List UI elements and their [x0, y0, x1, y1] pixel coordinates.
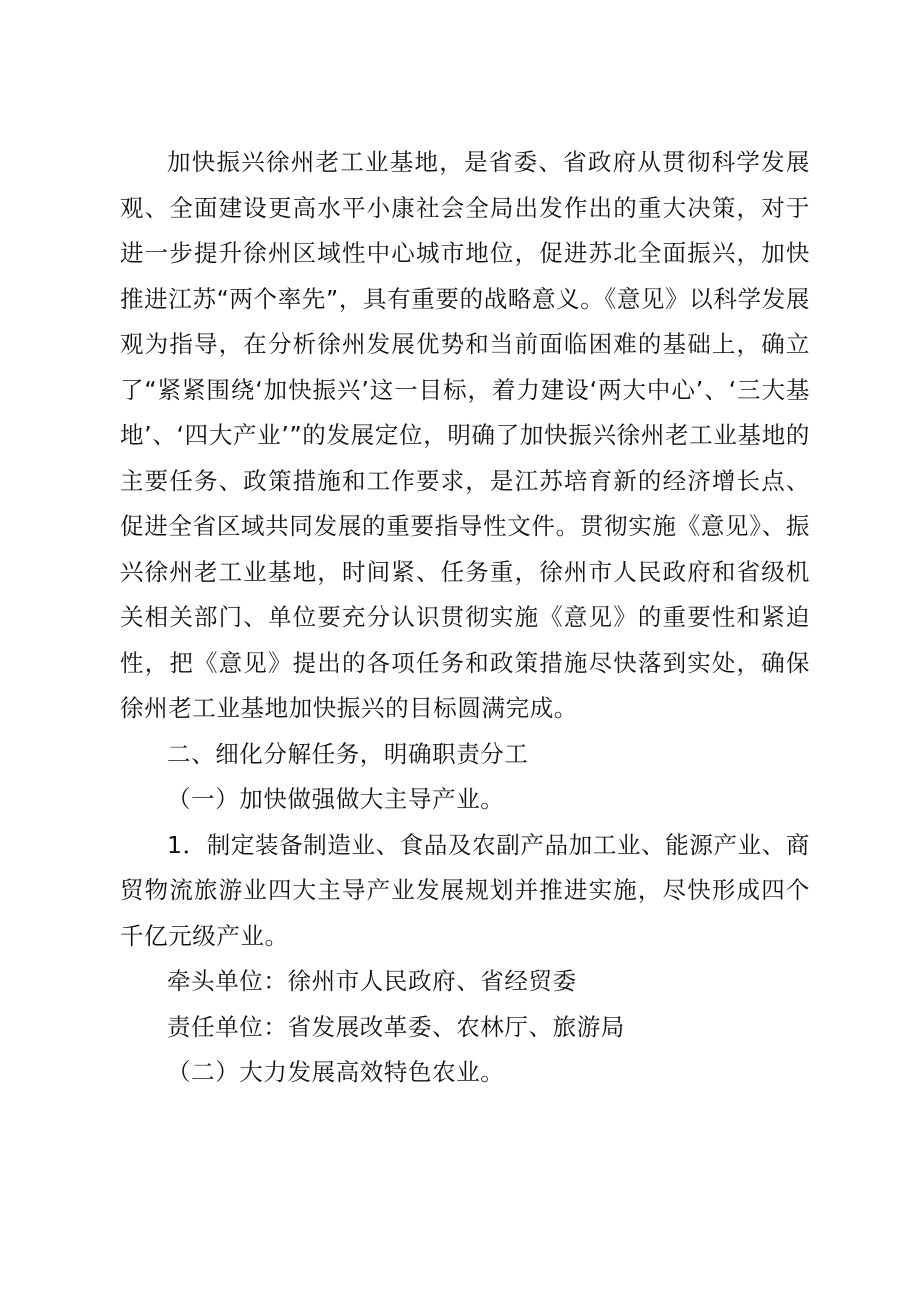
- lead-unit-line: 牵头单位：徐州市人民政府、省经贸委: [167, 967, 577, 995]
- item-paragraph-1: 1．制定装备制造业、食品及农副产品加工业、能源产业、商贸物流旅游业四大主导产业发展规划并推进实施，尽快形成四个千亿元级产业。: [120, 830, 810, 950]
- subsection-heading-1: （一）加快做强做大主导产业。: [167, 785, 505, 813]
- responsible-unit-line: 责任单位：省发展改革委、农林厅、旅游局: [167, 1012, 625, 1041]
- intro-paragraph: 加快振兴徐州老工业基地，是省委、省政府从贯彻科学发展观、全面建设更高水平小康社会全局出发作出的重大决策，对于进一步提升徐州区域性中心城市地位，促进苏北全面振兴，加快推进江苏“两个率先”，具有重要的战略意义。《意见》以科学发展观为指导，在分析徐州发展优势和当前面临困难的基础上，确立了“紧紧围绕‘加快振兴’这一目标，着力建设‘两大中心’、‘三大基地’、‘四大产业’”的发展定位，明确了加快振兴徐州老工业基地的主要任务、政策措施和工作要求，是江苏培育新的经济增长点、促进全省区域共同发展的重要指导性文件。贯彻实施《意见》、振兴徐州老工业基地，时间紧、任务重，徐州市人民政府和省级机关相关部门、单位要充分认识贯彻实施《意见》的重要性和紧迫性，把《意见》提出的各项任务和政策措施尽快落到实处，确保徐州老工业基地加快振兴的目标圆满完成。: [120, 148, 810, 722]
- section-heading: 二、细化分解任务，明确职责分工: [167, 739, 529, 768]
- subsection-heading-2: （二）大力发展高效特色农业。: [167, 1058, 505, 1086]
- document-page: [120, 140, 810, 1096]
